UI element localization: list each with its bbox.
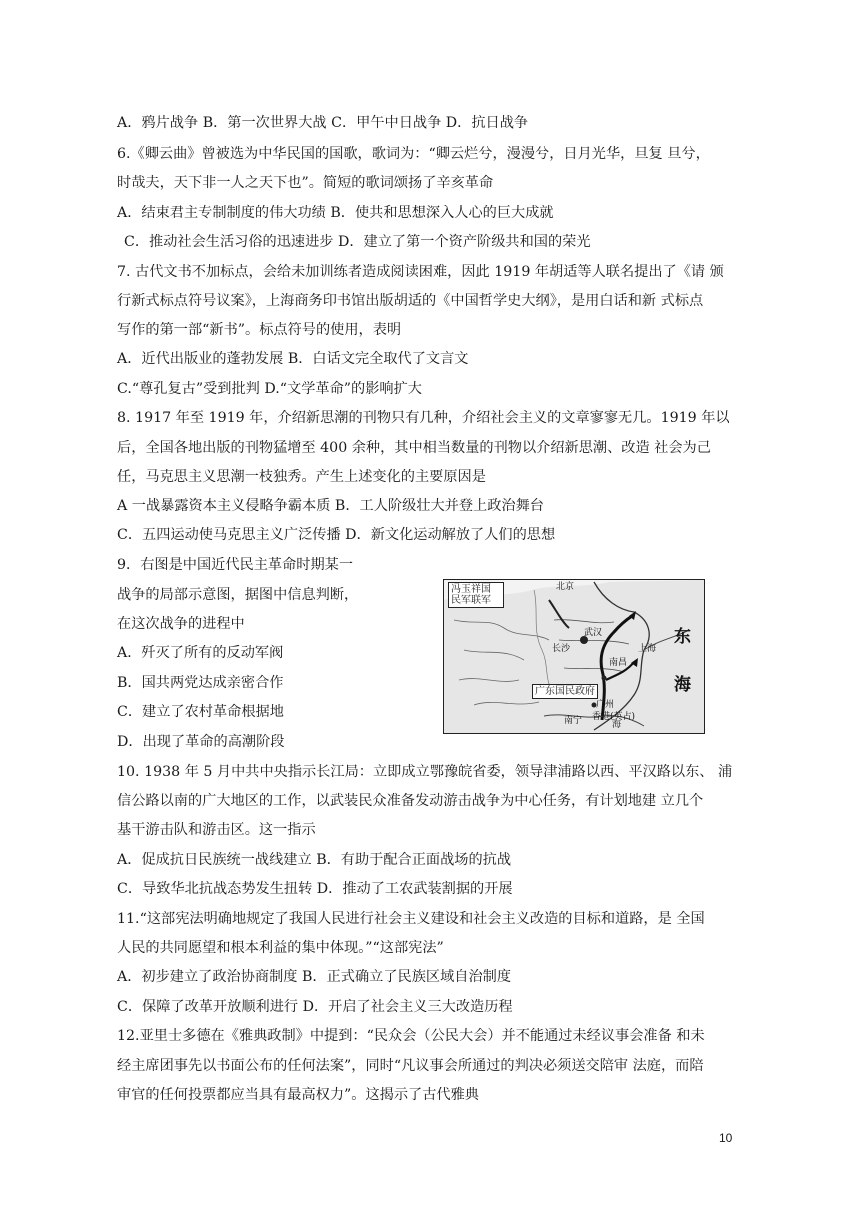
question-10-line-1: 10. 1938 年 5 月中共中央指示长江局：立即成立鄂豫皖省委，领导津浦路以西、平汉路以东、 浦: [117, 764, 733, 780]
option-line-q5: A．鸦片战争 B．第一次世界大战 C．甲午中日战争 D．抗日战争: [117, 115, 529, 131]
map-label-guangzhou: 广州: [596, 700, 615, 710]
question-6-line-2: 时哉夫，天下非一人之天下也”。简短的歌词颂扬了辛亥革命: [117, 175, 494, 191]
map-label-nanchang: 南昌: [609, 658, 628, 668]
option-line-q8-cd: C．五四运动使马克思主义广泛传播 D．新文化运动解放了人们的思想: [117, 527, 556, 543]
question-12-line-1: 12.亚里士多德在《雅典政制》中提到：“民众会（公民大会）并不能通过未经议事会准备 和未: [117, 1028, 705, 1044]
page-number: 10: [719, 1131, 733, 1145]
question-12-line-3: 审官的任何投票都应当具有最高权力”。这揭示了古代雅典: [117, 1087, 479, 1103]
option-line-q11-cd: C．保障了改革开放顺利进行 D．开启了社会主义三大改造历程: [117, 999, 513, 1015]
question-9-line-3: 在这次战争的进程中: [117, 616, 245, 632]
question-9-line-1: 9．右图是中国近代民主革命时期某一: [117, 557, 354, 573]
northern-expedition-map: [443, 579, 705, 734]
question-10-line-3: 基干游击队和游击区。这一指示: [117, 822, 316, 838]
map-label-changsha: 长沙: [552, 644, 571, 654]
question-12-line-2: 经主席团事先以书面公布的任何法案”，同时“凡议事会所通过的判决必须送交陪审 法庭，而陪: [117, 1058, 704, 1074]
option-line-q7-cd: C.“尊孔复古”受到批判 D.“文学革命”的影响扩大: [117, 381, 422, 397]
option-q9-a: A．歼灭了所有的反动军阀: [117, 645, 284, 661]
question-10-line-2: 信公路以南的广大地区的工作，以武装民众准备发动游击战争为中心任务，有计划地建 立几个: [117, 793, 704, 809]
map-label-east-sea: 海: [674, 675, 691, 695]
army-label: [448, 582, 504, 608]
question-7-line-3: 写作的第一部“新书”。标点符号的使用，表明: [117, 322, 402, 338]
option-line-q8-ab: A 一战暴露资本主义侵略争霸本质 B．工人阶级壮大并登上政治舞台: [117, 498, 544, 514]
question-6-line-1: 6.《卿云曲》曾被选为中华民国的国歌，歌词为：“卿云烂兮，漫漫兮，日月光华，旦复 旦兮，: [117, 146, 710, 162]
army-label-line-1: 冯玉祥国: [451, 584, 491, 595]
option-q9-b: B．国共两党达成亲密合作: [117, 675, 284, 691]
gov-label: 广东国民政府: [532, 684, 598, 699]
option-line-q6-cd: C．推动社会生活习俗的迅速进步 D．建立了第一个资产阶级共和国的荣光: [124, 234, 591, 250]
option-q9-c: C．建立了农村革命根据地: [117, 704, 284, 720]
question-11-line-2: 人民的共同愿望和根本利益的集中体现。”“这部宪法”: [117, 940, 444, 956]
question-9-line-2: 战争的局部示意图，据图中信息判断，: [117, 587, 359, 603]
option-line-q6-ab: A．结束君主专制制度的伟大功绩 B．使共和思想深入人心的巨大成就: [117, 205, 554, 221]
map-label-nanning: 南宁: [564, 716, 583, 726]
option-q9-d: D．出现了革命的高潮阶段: [117, 734, 285, 750]
map-label-wuhan: 武汉: [584, 628, 603, 638]
option-line-q10-ab: A．促成抗日民族统一战线建立 B．有助于配合正面战场的抗战: [117, 852, 512, 868]
map-label-east: 东: [674, 627, 691, 647]
option-line-q11-ab: A．初步建立了政治协商制度 B．正式确立了民族区域自治制度: [117, 969, 512, 985]
question-8-line-3: 任，马克思主义思潮一枝独秀。产生上述变化的主要原因是: [117, 469, 486, 485]
map-label-hongkong: 香港(英占): [592, 712, 636, 722]
army-label-line-2: 民军联军: [451, 595, 491, 606]
option-line-q10-cd: C．导致华北抗战态势发生扭转 D．推动了工农武装割据的开展: [117, 881, 513, 897]
map-label-south-sea: 海: [612, 720, 622, 730]
question-7-line-1: 7. 古代文书不加标点，会给未加训练者造成阅读困难，因此 1919 年胡适等人联名提出了《请 颁: [117, 264, 724, 280]
option-line-q7-ab: A．近代出版业的蓬勃发展 B．白话文完全取代了文言文: [117, 351, 469, 367]
map-label-beijing: 北京: [556, 582, 575, 592]
question-7-line-2: 行新式标点符号议案》，上海商务印书馆出版胡适的《中国哲学史大纲》，是用白话和新 式标点: [117, 293, 704, 309]
question-8-line-2: 后，全国各地出版的刊物猛增至 400 余种，其中相当数量的刊物以介绍新思潮、改造 社会为己: [117, 440, 711, 456]
question-8-line-1: 8. 1917 年至 1919 年，介绍新思潮的刊物只有几种，介绍社会主义的文章寥寥无几。1919 年以: [117, 410, 730, 426]
question-11-line-1: 11.“这部宪法明确地规定了我国人民进行社会主义建设和社会主义改造的目标和道路，是 全国: [117, 911, 705, 927]
map-label-shanghai: 上海: [638, 644, 657, 654]
